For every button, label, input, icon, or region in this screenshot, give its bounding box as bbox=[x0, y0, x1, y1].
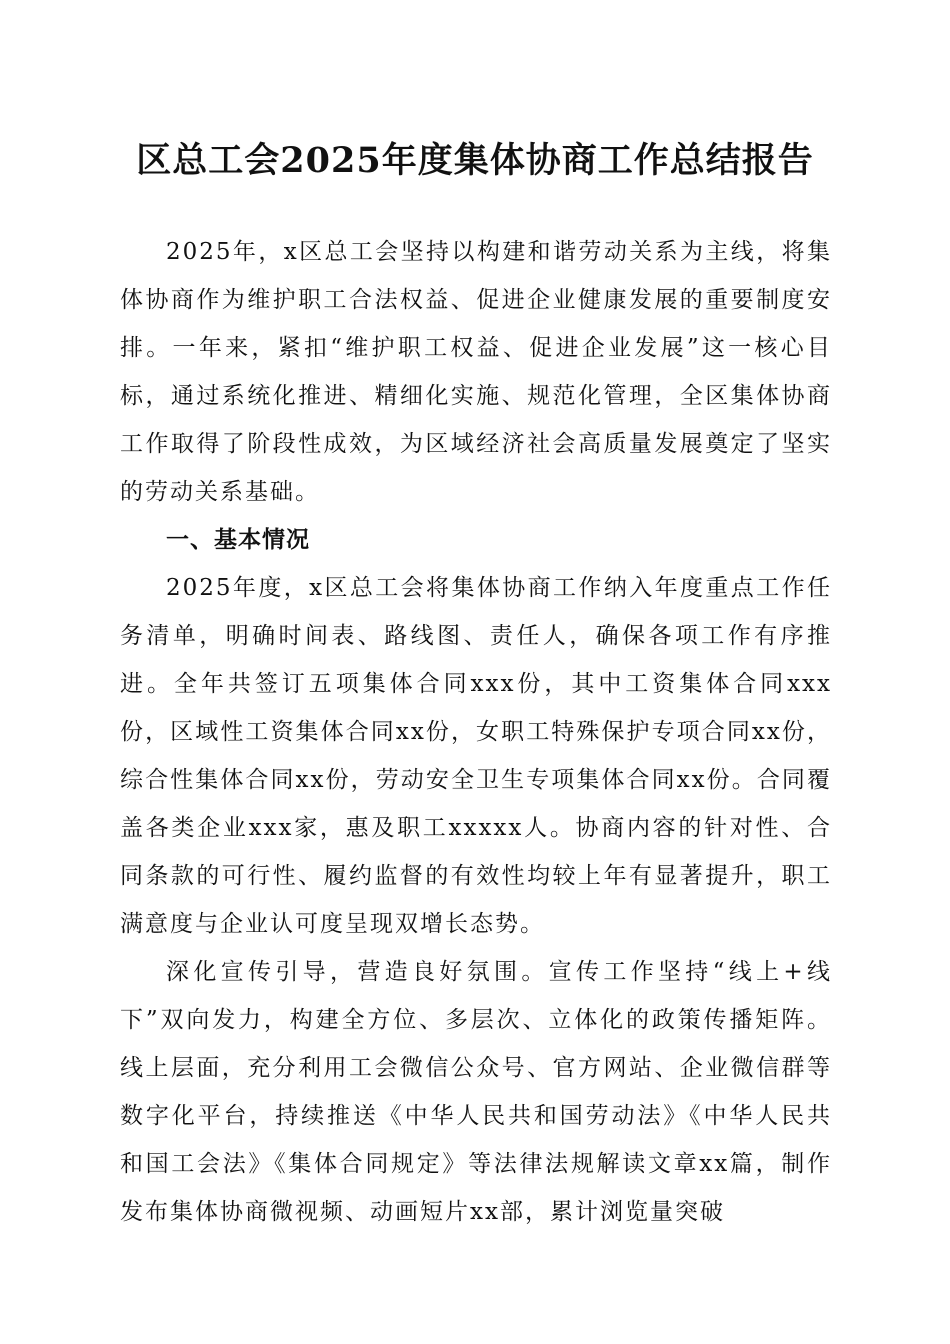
intro-paragraph: 2025年，x区总工会坚持以构建和谐劳动关系为主线，将集体协商作为维护职工合法权益、促进企业健康发展的重要制度安排。一年来，紧扣“维护职工权益、促进企业发展”这一核心目标，通过系统化推进、精细化实施、规范化管理，全区集体协商工作取得了阶段性成效，为区域经济社会高质量发展奠定了坚实的劳动关系基础。 bbox=[120, 239, 832, 505]
section-heading-basic-situation: 一、基本情况 bbox=[166, 527, 310, 553]
document-title: 区总工会2025年度集体协商工作总结报告 bbox=[136, 140, 814, 181]
section1-paragraph-1: 2025年度，x区总工会将集体协商工作纳入年度重点工作任务清单，明确时间表、路线图、责任人，确保各项工作有序推进。全年共签订五项集体合同xxx份，其中工资集体合同xxx份，区域性工资集体合同xx份，女职工特殊保护专项合同xx份，综合性集体合同xx份，劳动安全卫生专项集体合同xx份。合同覆盖各类企业xxx家，惠及职工xxxxx人。协商内容的针对性、合同条款的可行性、履约监督的有效性均较上年有显著提升，职工满意度与企业认可度呈现双增长态势。 bbox=[120, 575, 832, 937]
document-body bbox=[120, 228, 832, 1236]
section1-paragraph-2: 深化宣传引导，营造良好氛围。宣传工作坚持“线上+线下”双向发力，构建全方位、多层次、立体化的政策传播矩阵。线上层面，充分利用工会微信公众号、官方网站、企业微信群等数字化平台，持续推送《中华人民共和国劳动法》《中华人民共和国工会法》《集体合同规定》等法律法规解读文章xx篇，制作发布集体协商微视频、动画短片xx部，累计浏览量突破 bbox=[120, 959, 832, 1225]
